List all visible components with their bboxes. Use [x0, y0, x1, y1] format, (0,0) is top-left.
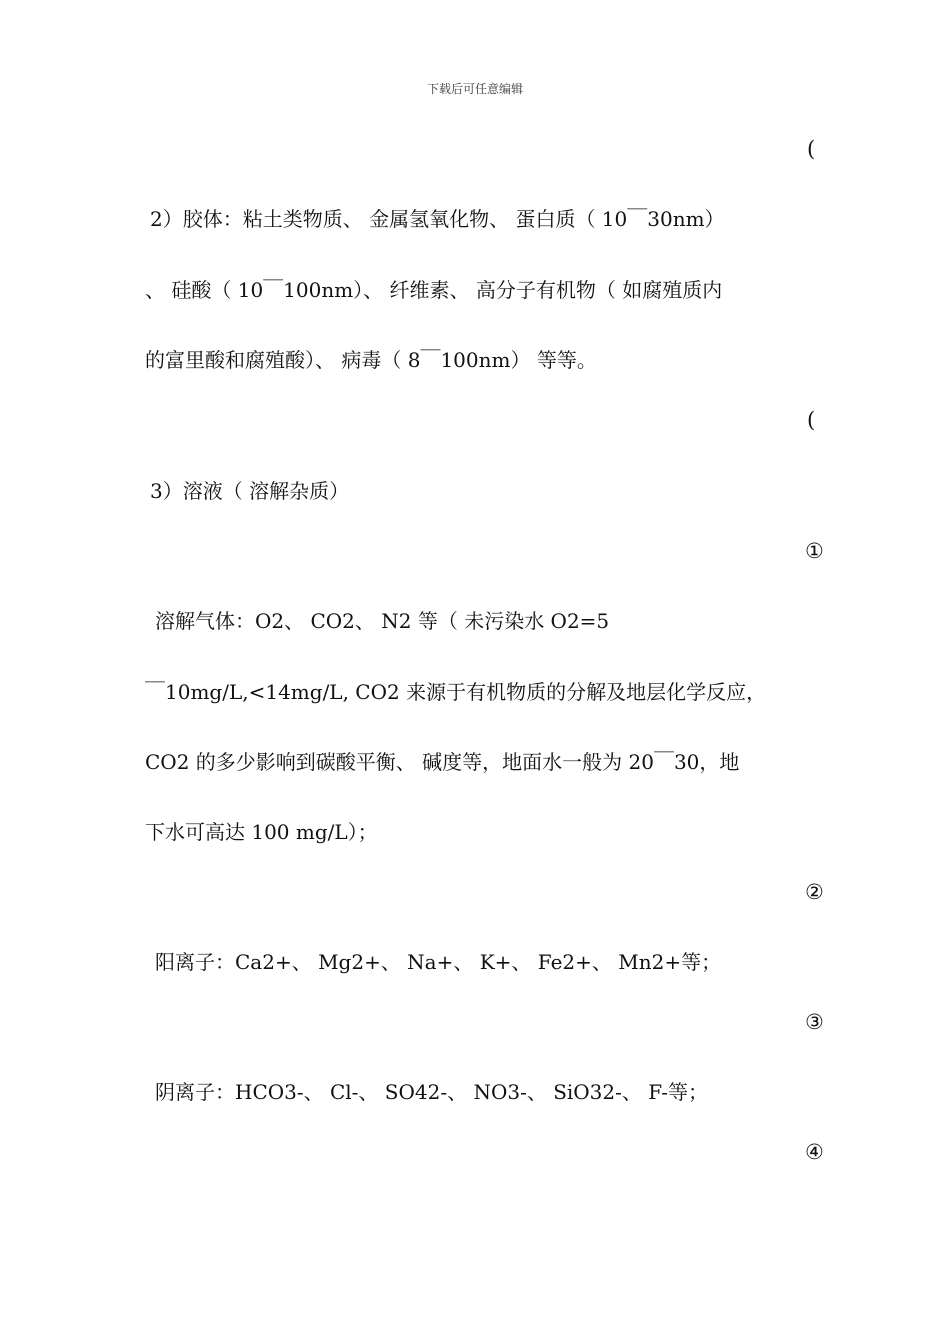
- item-3-marker: ③: [805, 1010, 824, 1034]
- section2-line-2: 、 硅酸（ 10￣100nm）、 纤维素、 高分子有机物（ 如腐殖质内: [145, 278, 723, 302]
- page-header: 下载后可任意编辑: [426, 82, 523, 96]
- section2-open-paren: (: [807, 137, 816, 161]
- section3-title: 3）溶液（ 溶解杂质）: [150, 479, 350, 503]
- item-2-marker: ②: [805, 880, 824, 904]
- item-4-marker: ④: [805, 1140, 824, 1164]
- section2-line-3: 的富里酸和腐殖酸）、 病毒（ 8￣100nm） 等等。: [145, 348, 597, 372]
- item-1-line-4: 下水可高达 100 mg/L）；: [145, 820, 378, 844]
- item-1-line-2: ￣10mg/L,<14mg/L, CO2 来源于有机物质的分解及地层化学反应，: [145, 680, 767, 704]
- item-1-line-1: 溶解气体：O2、 CO2、 N2 等（ 未污染水 O2=5: [155, 609, 610, 633]
- section3-open-paren: (: [807, 408, 816, 432]
- item-2-line-1: 阳离子：Ca2+、 Mg2+、 Na+、 K+、 Fe2+、 Mn2+等；: [155, 950, 722, 974]
- section2-line-1: 2）胶体：粘土类物质、 金属氢氧化物、 蛋白质（ 10￣30nm）: [150, 207, 725, 231]
- item-1-line-3: CO2 的多少影响到碳酸平衡、 碱度等，地面水一般为 20￣30，地: [145, 750, 740, 774]
- item-1-marker: ①: [805, 539, 824, 563]
- item-3-line-1: 阴离子：HCO3-、 Cl-、 SO42-、 NO3-、 SiO32-、 F-等；: [155, 1080, 708, 1104]
